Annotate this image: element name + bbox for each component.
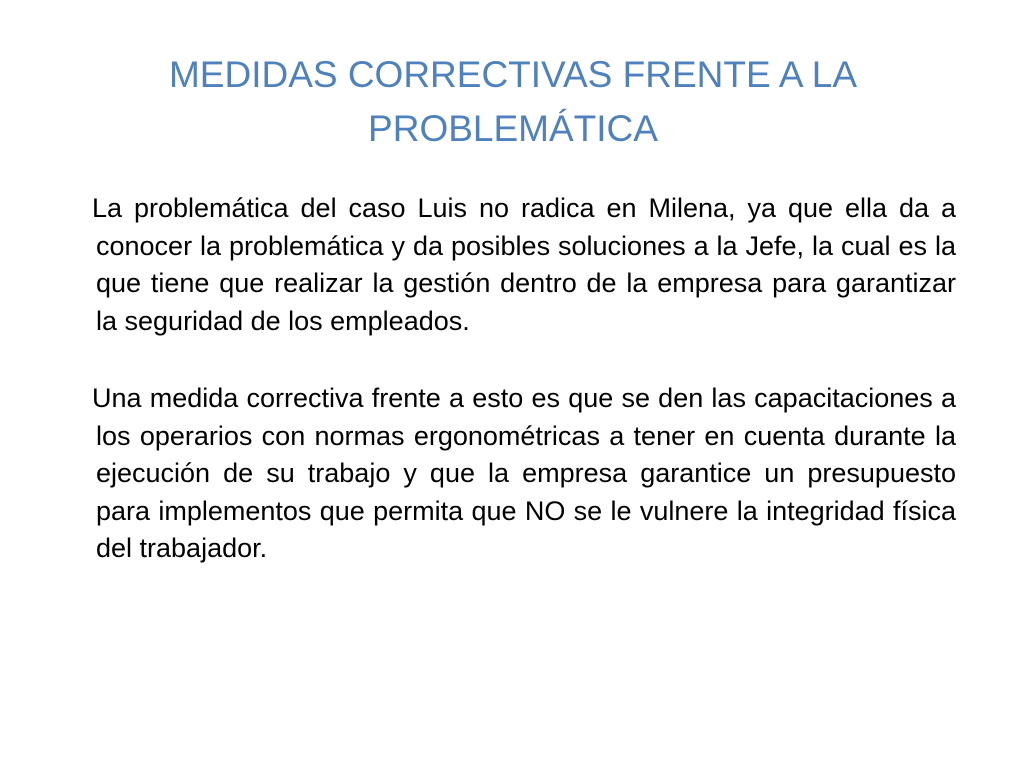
paragraph-corrective-measure: Una medida correctiva frente a esto es que se den las capacitaciones a los operarios con normas ergonométricas a tener en cuenta durante la ejecución de su trabajo y que la empresa garantice un presupuesto para implementos que permita que NO se le vulnere la integridad física del trabajador. xyxy=(92,383,956,563)
paragraph-problem: La problemática del caso Luis no radica en Milena, ya que ella da a conocer la problemática y da posibles soluciones a la Jefe, la cual es la que tiene que realizar la gestión dentro de la empresa para garantizar la seguridad de los empleados. xyxy=(92,193,956,336)
slide-title: MEDIDAS CORRECTIVAS FRENTE A LA PROBLEMÁTICA xyxy=(168,54,858,149)
slide-body xyxy=(92,190,956,568)
